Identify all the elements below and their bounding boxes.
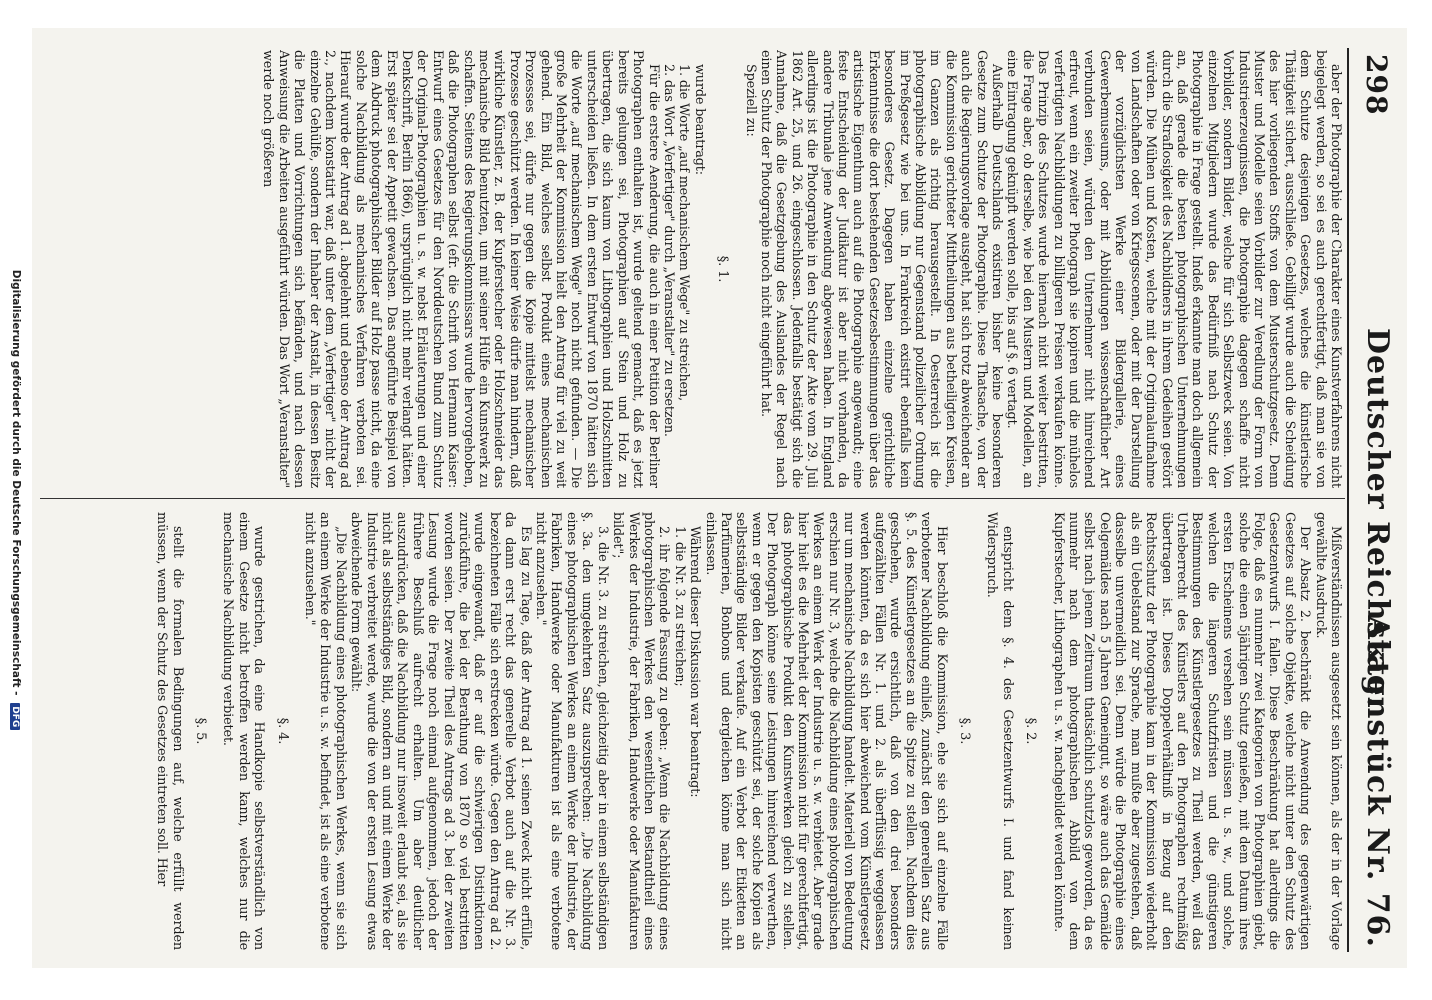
- paragraph: Außerhalb Deutschlands existiren bisher keine besonderen Gesetze zum Schutze der Photographie. Diese Thatsache, von der auch die Regierungsvorlage ausgeht, hat sich trotz abweichender an die Kommission gerichteter Mittheilungen aus betheiligten Kreisen, im Ganzen als richtig herausgestellt. In Oesterreich ist die photographische Abbildung nur Gegenstand polizeilicher Ordnung im Preßgesetz wie bei uns. In Frankreich existirt ebenfalls kein besonderes Gesetz. Dagegen haben einzelne gerichtliche Erkenntnisse die dort bestehenden Gesetzesbestimmungen über das artistische Eigenthum auch auf die Photographie angewandt; eine feste Entscheidung der Judikatur ist aber nicht vorhanden, da andere Tribunale jene Anwendung abgewiesen haben. In England allerdings ist die Photographie in den Schutz der Akte vom 29. Juli 1862 Art. 25, und 26. eingeschlossen. Jedenfalls bestätigt sich die Annahme, daß die Gesetzgebung des Auslandes der Regel nach einen Schutz der Photographie noch nicht eingeführt hat.: [757, 50, 1005, 488]
- list-item: 2. das Wort „Verfertiger" durch „Veranstalter" zu ersetzen.: [660, 64, 676, 437]
- document-number: Aktenstück Nr. 76.: [1360, 615, 1395, 948]
- page-number: 298: [1360, 54, 1393, 116]
- publication-title: Deutscher Reichstag.: [1360, 328, 1395, 709]
- page-header: [1347, 28, 1407, 968]
- header-rule: [1347, 48, 1349, 952]
- section-heading: §. 5.: [192, 717, 208, 745]
- section-heading: §. 2.: [1023, 717, 1039, 745]
- list-item: 3. die Nr. 3. zu streichen, gleichzeitig aber in einem selbständigen §. 3a. den umgekehrten Satz auszusprechen: „Die Nachbildung eines photographischen Werkes an einem Werke der Industrie, der Fabriken, Handwerke oder Manufakturen ist als eine verbotene nicht anzusehen.": [533, 512, 610, 950]
- paragraph: Speziell zu:: [742, 64, 758, 137]
- column-divider: [40, 498, 1345, 499]
- paragraph: entspricht dem §. 4. des Gesetzentwurfs I. und fand keinen Widerspruch.: [984, 512, 1015, 950]
- paragraph: wurde beantragt:: [691, 64, 707, 175]
- document-sheet: [32, 28, 1407, 968]
- left-column: [45, 50, 1343, 488]
- paragraph: aber der Photographie der Charakter eines Kunstverfahrens nicht beigelegt werden, so sei es auch gerechtfertigt, daß man sie von dem Schutze desjenigen Gesetzes, welches die künstlerische Thätigkeit sichert, ausschließe. Gebilligt wurde auch die Scheidung des hier vorliegenden Stoffs von dem Musterschutzgesetz. Denn Muster und Modelle seien Vorbilder zur Veredlung der Form von Industrieerzeugnissen, die Photographie dagegen schaffe nicht Vorbilder, sondern Bilder, welche für sich Selbstzweck seien. Von einzelnen Mitgliedern wurde das Bedürfniß nach Schutz der Photographie in Frage gestellt. Indeß erkannte man doch allgemein an, daß gerade die besten photographischen Unternehmungen durch die Straflosigkeit des Nachbildners in ihrem Gedeihen gestört würden. Die Mühen und Kosten, welche mit der Originalaufnahme von Landschaften oder von Kriegsscenen, oder mit der Darstellung der vorzüglichsten Werke einer Bildergallerie, eines Gewerbemuseums, oder mit Abbildungen wissenschaftlicher Art verbunden seien, würden den Unternehmer nicht hinreichend erfreut, wenn ein zweiter Photograph sie kopiren und die mühelos verfertigten Nachbildungen zu billigeren Preisen verkaufen könne. Das Prinzip des Schutzes wurde hiernach nicht weiter bestritten, die Frage aber, ob derselbe, wie bei den Mustern und Modellen, an eine Eintragung geknüpft werden solle, bis auf §. 6 vertagt.: [1004, 50, 1343, 488]
- quotation: „Die Nachbildung eines photographischen Werkes, wenn sie sich an einem Werke der Industrie u. s. w. befindet, ist als eine verbotene nicht anzusehen.": [302, 512, 348, 950]
- paragraph: Hier beschloß die Kommission, ehe sie sich auf einzelne Fälle verbotener Nachbildung einließ, zunächst den generellen Satz aus §. 5. des Künstlergesetzes an die Spitze zu stellen. Nachdem dies geschehen, wurde ersichtlich, daß von den drei besonders aufgezählten Fällen Nr. 1. und 2. als überflüssig weggelassen werden könnten, da es sich hier abweichend vom Künstlergesetz nur um mechanische Nachbildung handelt. Materiell von Bedeutung erschien nur Nr. 3, welche die Nachbildung eines photographischen Werkes an einem Werk der Industrie u. s. w. verbietet. Aber grade hier hielt es die Mehrheit der Kommission nicht für gerechtfertigt, das photographische Produkt den Kunstwerken gleich zu stellen. Der Photograph könne seine Leistungen hinreichend verwerthen, wenn er gegen den Kopisten geschützt sei, der solche Kopien als selbstständige Bilder verkaufe. Auf ein Verbot der Etiketten an Parfümerien, Bonbons und dergleichen könne man sich nicht einlassen.: [702, 512, 949, 950]
- section-heading: §. 1.: [715, 255, 731, 283]
- digitization-credit: [4, 0, 22, 1000]
- list-item: 1. die Worte „auf mechanischem Wege" zu streichen,: [676, 64, 692, 401]
- section-heading: §. 4.: [274, 717, 290, 745]
- list-item: 2. ihr folgende Fassung zu geben: „Wenn die Nachbildung eines photographischen Werkes den wesentlichen Bestandtheil eines Werkes der Industrie, der Fabriken, Handwerke oder Manufakturen bildet";: [610, 512, 672, 950]
- paragraph: wurde gestrichen, da eine Handkopie selbstverständlich von einem Gesetze nicht betroffen werden kann, welches nur die mechanische Nachbildung verbietet.: [220, 512, 267, 950]
- right-column: [45, 512, 1343, 950]
- credit-text: Digitalisierung gefördert durch die Deutsche Forschungsgemeinschaft -: [10, 269, 22, 696]
- paragraph: Während dieser Diskussion war beantragt:: [687, 526, 703, 798]
- dfg-logo-icon: DFG: [10, 703, 20, 730]
- paragraph: Für die erstere Aenderung, die auch in einer Petition der Berliner Photographen enthalten ist, wurde geltend gemacht, daß es jetzt bereits gelungen sei, Photographien auf Stein und Holz zu übertragen, die sich kaum von Lithographien und Holzschnitten unterscheiden ließen. In dem ersten Entwurf von 1870 hätten sich die Worte „auf mechanischem Wege" noch nicht gefunden. — Die große Mehrheit der Kommission hielt den Antrag für viel zu weit gehend. Ein Bild, welches selbst Produkt eines mechanischen Prozesses sei, dürfe nur gegen die Kopie mittelst mechanischer Prozesse geschützt werden. In keiner Weise dürfe man hindern, daß wirkliche Künstler, z. B. der Kupferstecher oder Holzschneider das mechanische Bild benutzten, um mit seiner Hülfe ein Kunstwerk zu schaffen. Seitens des Regierungskommissars wurde hervorgehoben, daß die Photographen selbst (efr. die Schrift von Hermann Kaiser: Entwurf eines Gesetzes für den Norddeutschen Bund zum Schutz der Original-Photographien u. s. w. nebst Erläuterungen und einer Denkschrift, Berlin 1866), ursprünglich nicht mehr verlangt hätten. Erst später sei der Appetit gewachsen. Das angeführte Beispiel von dem Abdruck photographischer Bilder auf Holz passe nicht, da eine solche Nachbildung als mechanisches Verfahren verboten sei. Hierauf wurde der Antrag ad 1. abgelehnt und ebenso der Antrag ad 2., nachdem konstatirt war, daß unter dem „Verfertiger" nicht der einzelne Gehülfe, sondern der Inhaber der Anstalt, in dessen Besitz die Platten und Vorrichtungen sich befänden, und nach dessen Anweisung die Arbeiten ausgeführt würden. Das Wort „Veranstalter" werde noch größeren: [260, 50, 661, 488]
- paragraph: Es lag zu Tage, daß der Antrag ad 1. seinen Zweck nicht erfülle, da dann erst recht das generelle Verbot auch auf die Nr. 3. bezeichneten Fälle sich erstrecken würde. Gegen den Antrag ad 2. wurde eingewandt, daß er auf die schwierigen Distinktionen zurückführe, die bei der Berathung von 1870 so viel bestritten worden seien. Der zweite Theil des Antrags ad 3. bei der zweiten Lesung wurde die Frage noch einmal aufgenommen, jedoch der frühere Beschluß aufrecht erhalten. Um aber deutlicher auszudrücken, daß die Nachbildung nur insoweit erlaubt sei, als sie nicht als selbstständiges Bild, sondern an und mit einem Werke der Industrie verbreitet werde, wurde die von der ersten Lesung etwas abweichende Form gewählt:: [348, 512, 533, 950]
- section-heading: §. 3.: [957, 717, 973, 745]
- paragraph: Mißverständnissen ausgesetzt sein können, als der in der Vorlage gewählte Ausdruck.: [1312, 512, 1343, 950]
- paragraph: Der Absatz 2. beschränkt die Anwendung des gegenwärtigen Gesetzes auf solche Objekte, welche nicht unter den Schutz des Gesetzentwurfs I. fallen. Diese Beschränkung hat allerdings die Folge, daß es nunmehr zwei Kategorien von Photographien giebt, solche die einen 5jährigen Schutz genießen, mit dem Datum ihres ersten Erscheinens versehen sein müssen u. s. w., und solche, welchen die längeren Schutzfristen und die günstigeren Bestimmungen des Künstlergesetzes zu Theil werden, weil das Urheberrecht des Künstlers auf den Photographen rechtmäßig übertragen ist. Dieses Doppelverhältniß in Bezug auf den Rechtsschutz der Photographie kam in der Kommission wiederholt als ein Uebelstand zur Sprache, man mußte aber zugestehen, daß dasselbe unvermeidlich sei. Denn würde die Photographie eines Oelgemäldes nach 5 Jahren Gemeingut, so wäre auch das Gemälde selbst nach jenem Zeitraum thatsächlich schutzlos geworden, da es nunmehr nach dem photographischen Abbild von dem Kupferstecher, Lithographen u. s. w. nachgebildet werden könnte.: [1050, 512, 1313, 950]
- list-item: 1. die Nr. 3. zu streichen;: [671, 526, 687, 687]
- paragraph: stellt die formalen Bedingungen auf, welche erfüllt werden müssen, wenn der Schutz des Gesetzes eintreten soll. Hier: [154, 512, 185, 950]
